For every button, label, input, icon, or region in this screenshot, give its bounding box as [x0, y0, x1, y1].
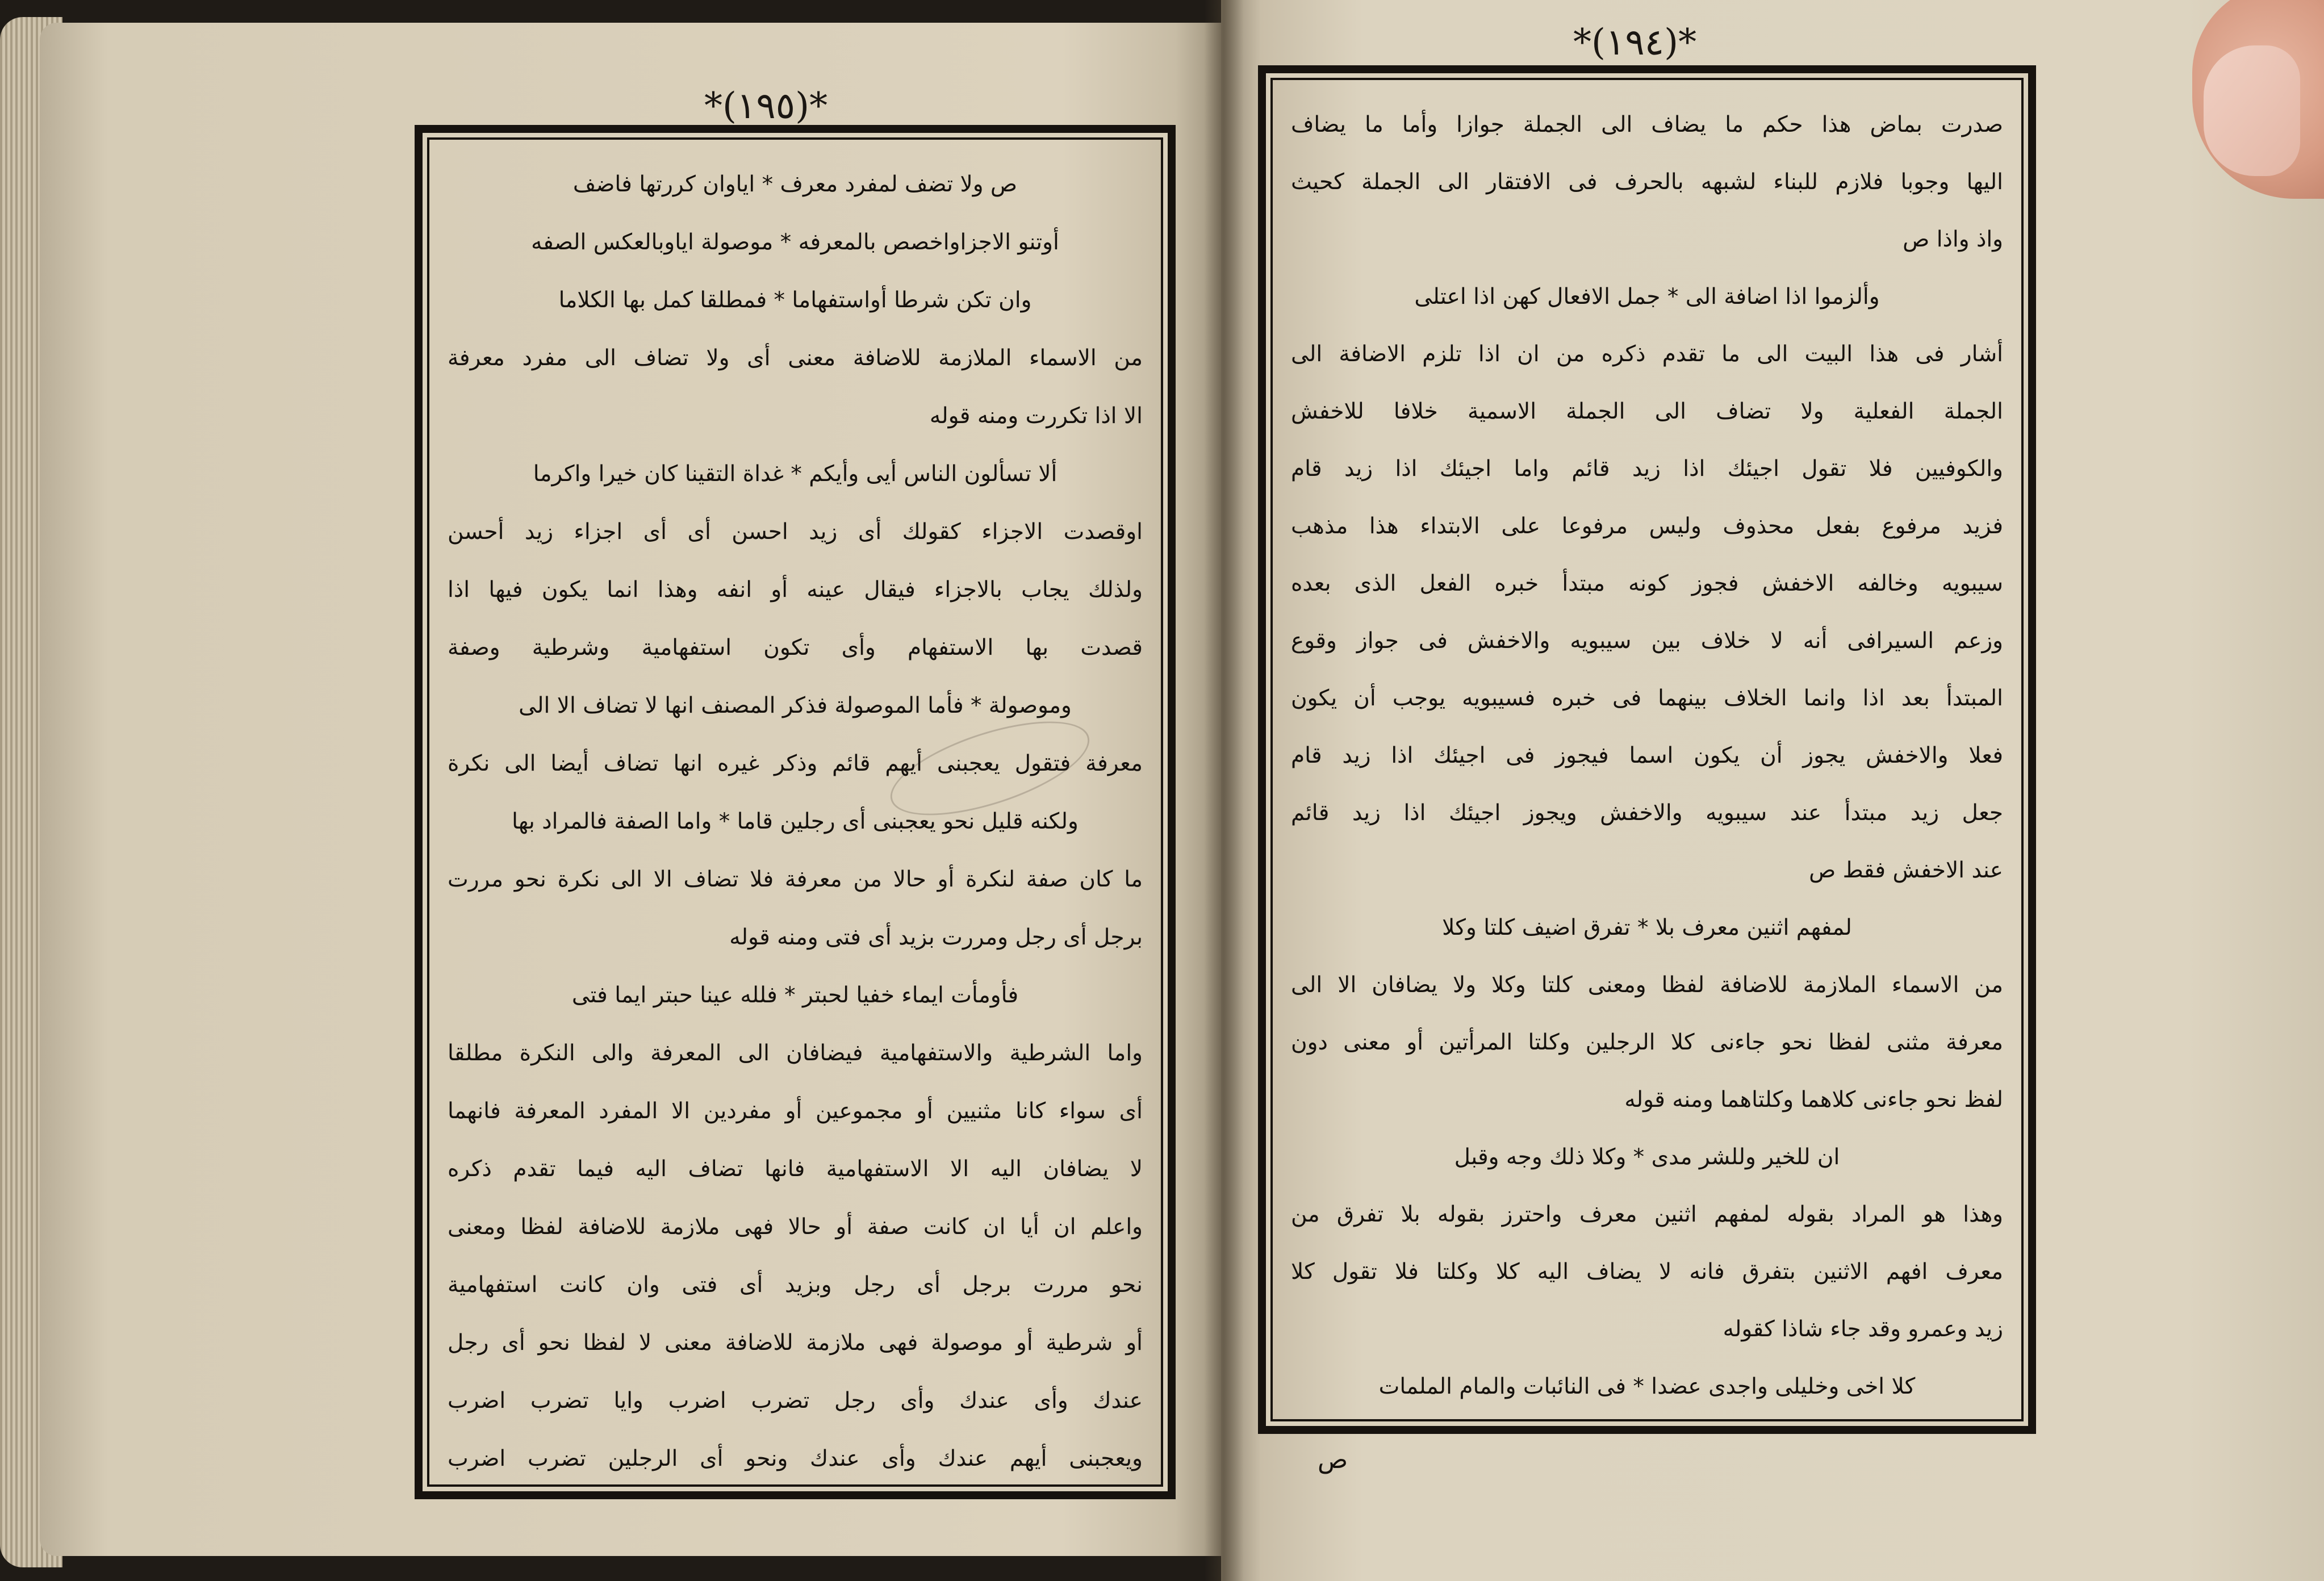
text-line: وألزموا اذا اضافة الى * جمل الافعال كهن اذا اعتلى — [1414, 284, 1880, 309]
text-line: الجملة الفعلية ولا تضاف الى الجملة الاسمية خلافا للاخفش — [1291, 399, 2003, 424]
text-line: عند الاخفش فقط ص — [1809, 858, 2003, 883]
text-line: معرفة مثنى لفظا نحو جاءنى كلا الرجلين وكلتا المرأتين أو معنى دون — [1291, 1030, 2003, 1055]
text-line: وهذا هو المراد بقوله لمفهم اثنين معرف واحترز بقوله بلا تفرق من — [1291, 1202, 2003, 1227]
text-line: والكوفيين فلا تقول اجيئك اذا زيد قائم واما اجيئك اذا زيد قام — [1291, 456, 2003, 482]
text-line: جعل زيد مبتدأ عند سيبويه والاخفش ويجوز اجيئك اذا زيد قائم — [1291, 800, 2003, 826]
text-line: ولكنه قليل نحو يعجبنى أى رجلين قاما * واما الصفة فالمراد بها — [512, 809, 1079, 834]
text-line: فزيد مرفوع بفعل محذوف وليس مرفوعا على الابتداء هذا مذهب — [1291, 513, 2003, 539]
text-line: أوتنو الاجزاواخصص بالمعرفه * موصولة اياوبالعكس الصفه — [531, 229, 1059, 255]
text-line: واعلم ان أيا ان كانت صفة أو حالا فهى ملازمة للاضافة لفظا ومعنى — [448, 1214, 1143, 1240]
text-line: ص ولا تضف لمفرد معرف * اياوان كررتها فاضف — [572, 172, 1018, 197]
text-line: ويعجبنى أيهم عندك وأى عندك ونحو أى الرجلين تضرب اضرب — [448, 1446, 1143, 1471]
text-line: فأومأت ايماء خفيا لحبتر * فلله عينا حبتر ايما فتى — [571, 982, 1019, 1008]
text-line: برجل أى رجل ومررت بزيد أى فتى ومنه قوله — [729, 925, 1143, 950]
text-line: كلا اخى وخليلى واجدى عضدا * فى النائبات والمام الملمات — [1378, 1374, 1916, 1399]
text-line: أى سواء كانا مثنيين أو مجموعين أو مفردين الا المفرد المعرفة فانهما — [448, 1098, 1143, 1124]
text-line: فعلا والاخفش يجوز أن يكون اسما فيجوز فى اجيئك اذا زيد قام — [1291, 743, 2003, 768]
text-line: لا يضافان اليه الا الاستفهامية فانها تضاف اليه فيما تقدم ذكره — [448, 1156, 1143, 1182]
right-text-block — [1291, 96, 2003, 1415]
text-line: الا اذا تكررت ومنه قوله — [929, 403, 1143, 429]
text-line: نحو مررت برجل أى رجل وبزيد أى فتى وان كانت استفهامية — [448, 1272, 1143, 1298]
text-line: المبتدأ بعد اذا وانما الخلاف بينهما فى خبره فسيبويه يوجب أن يكون — [1291, 685, 2003, 711]
text-line: اوقصدت الاجزاء كقولك أى زيد احسن أى أى اجزاء زيد أحسن — [448, 519, 1143, 545]
text-line: قصدت بها الاستفهام وأى تكون استفهامية وشرطية وصفة — [448, 635, 1143, 660]
thumbnail — [2204, 45, 2300, 176]
text-line: زيد وعمرو وقد جاء شاذا كقوله — [1723, 1316, 2003, 1342]
text-line: ما كان صفة لنكرة أو حالا من معرفة فلا تضاف الا الى نكرة نحو مررت — [448, 867, 1143, 892]
text-line: ان للخير وللشر مدى * وكلا ذلك وجه وقبل — [1454, 1144, 1840, 1170]
text-line: سيبويه وخالفه الاخفش فجوز كونه مبتدأ خبره الفعل الذى بعده — [1291, 571, 2003, 596]
left-page-number: *(١٩٥)* — [704, 85, 828, 127]
text-line: واذ واذا ص — [1903, 227, 2003, 252]
text-line: وان تكن شرطا أواستفهاما * فمطلقا كمل بها الكلاما — [558, 287, 1032, 313]
text-line: وزعم السيرافى أنه لا خلاف بين سيبويه والاخفش فى جواز وقوع — [1291, 628, 2003, 654]
text-line: ألا تسألون الناس أيى وأيكم * غداة التقينا كان خيرا واكرما — [533, 461, 1057, 487]
text-line: لمفهم اثنين معرف بلا * تفرق اضيف كلتا وكلا — [1442, 915, 1852, 940]
text-line: اليها وجوبا فلازم للبناء لشبهه بالحرف فى الافتقار الى الجملة كحيث — [1291, 169, 2003, 195]
text-line: أشار فى هذا البيت الى ما تقدم ذكره من ان اذا تلزم الاضافة الى — [1291, 341, 2003, 367]
text-line: لفظ نحو جاءنى كلاهما وكلتاهما ومنه قوله — [1624, 1087, 2003, 1112]
text-line: صدرت بماض هذا حكم ما يضاف الى الجملة جوازا وأما ما يضاف — [1291, 112, 2003, 137]
text-line: معرفة فتقول يعجبنى أيهم قائم وذكر غيره انها تضاف أيضا الى نكرة — [448, 751, 1143, 776]
book-gutter — [1204, 0, 1244, 1581]
text-line: من الاسماء الملازمة للاضافة معنى أى ولا تضاف الى مفرد معرفة — [448, 345, 1143, 371]
right-text-frame — [1258, 65, 2036, 1434]
text-line: عندك وأى عندك وأى رجل تضرب اضرب وايا تضرب اضرب — [448, 1388, 1143, 1413]
left-text-frame — [415, 125, 1176, 1499]
catchword-marker: ص — [1318, 1445, 1348, 1474]
left-text-block — [448, 156, 1143, 1488]
text-line: واما الشرطية والاستفهامية فيضافان الى المعرفة والى النكرة مطلقا — [448, 1040, 1143, 1066]
text-line: أو شرطية أو موصولة فهى ملازمة للاضافة معنى لا لفظا نحو أى رجل — [448, 1330, 1143, 1356]
right-page-number: *(١٩٤)* — [1573, 22, 1697, 64]
text-line: ولذلك يجاب بالاجزاء فيقال عينه أو انفه وهذا انما يكون فيها اذا — [448, 577, 1143, 603]
text-line: من الاسماء الملازمة للاضافة لفظا ومعنى كلتا وكلا ولا يضافان الا الى — [1291, 972, 2003, 998]
text-line: معرف افهم الاثنين بتفرق فانه لا يضاف اليه كلا وكلتا فلا تقول كلا — [1291, 1259, 2003, 1285]
text-line: وموصولة * فأما الموصولة فذكر المصنف انها لا تضاف الا الى — [519, 693, 1072, 718]
